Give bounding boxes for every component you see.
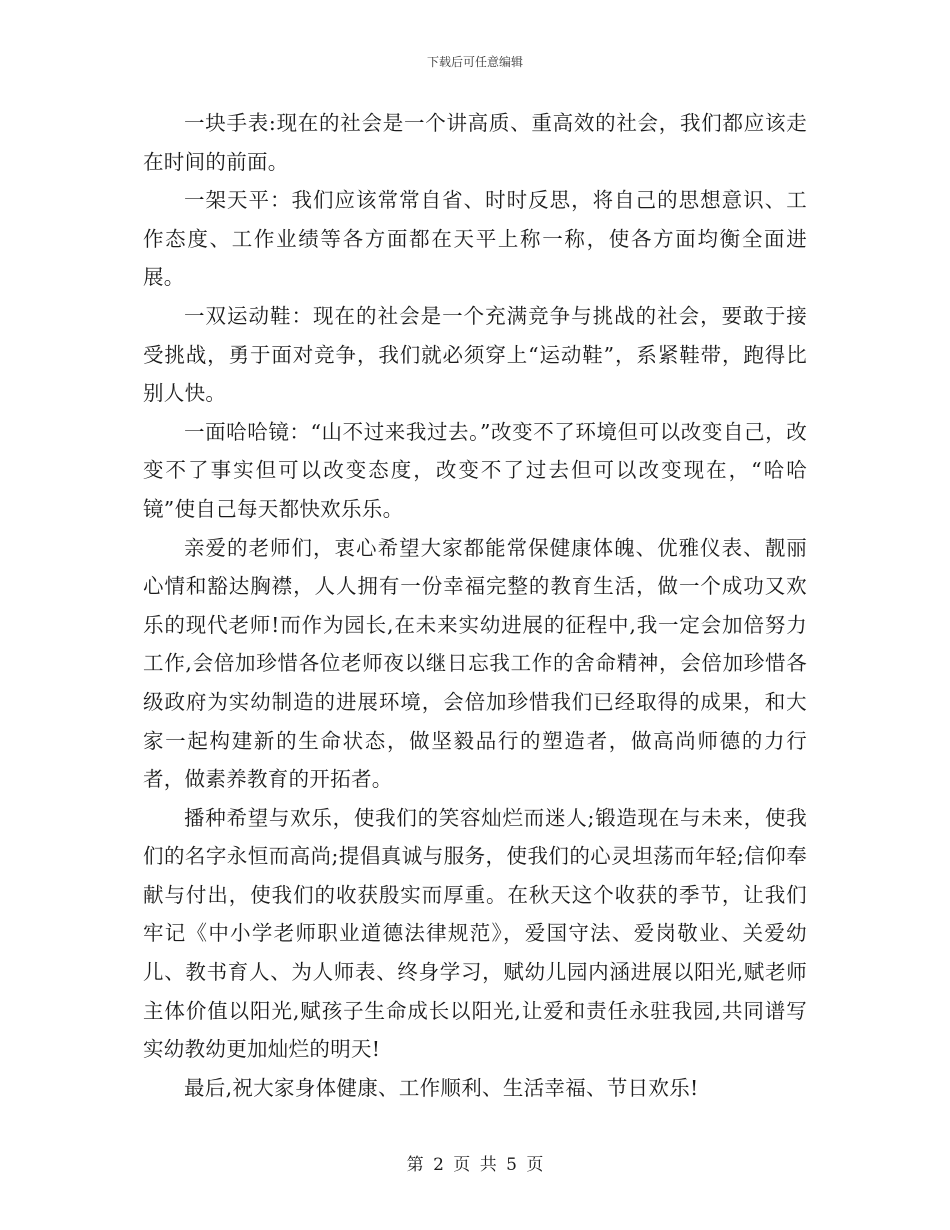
- paragraph-watch: 一块手表:现在的社会是一个讲高质、重高效的社会，我们都应该走在时间的前面。: [143, 111, 807, 174]
- paragraph-teachers: 亲爱的老师们，衷心希望大家都能常保健康体魄、优雅仪表、靓丽心情和豁达胸襟，人人拥有一份幸福完整的教育生活，做一个成功又欢乐的现代老师!而作为园长,在未来实幼进展的征程中,我一定会加倍努力工作,会倍加珍惜各位老师夜以继日忘我工作的舍命精神，会倍加珍惜各级政府为实幼制造的进展环境，会倍加珍惜我们已经取得的成果，和大家一起构建新的生命状态，做坚毅品行的塑造者，做高尚师德的力行者，做素养教育的开拓者。: [143, 535, 807, 792]
- paragraph-scale: 一架天平：我们应该常常自省、时时反思，将自己的思想意识、工作态度、工作业绩等各方面都在天平上称一称，使各方面均衡全面进展。: [143, 188, 807, 290]
- document-body: [143, 104, 807, 1107]
- paragraph-hope: 播种希望与欢乐，使我们的笑容灿烂而迷人;锻造现在与未来，使我们的名字永恒而高尚;提倡真诚与服务，使我们的心灵坦荡而年轻;信仰奉献与付出，使我们的收获殷实而厚重。在秋天这个收获的季节，让我们牢记《中小学老师职业道德法律规范》，爱国守法、爱岗敬业、关爱幼儿、教书育人、为人师表、终身学习，赋幼儿园内涵进展以阳光,赋老师主体价值以阳光,赋孩子生命成长以阳光,让爱和责任永驻我园,共同谱写实幼教幼更加灿烂的明天!: [143, 805, 807, 1062]
- paragraph-closing: 最后,祝大家身体健康、工作顺利、生活幸福、节日欢乐!: [184, 1075, 699, 1100]
- paragraph-sneakers: 一双运动鞋：现在的社会是一个充满竞争与挑战的社会，要敢于接受挑战，勇于面对竞争，我们就必须穿上“运动鞋”，系紧鞋带，跑得比别人快。: [143, 303, 807, 406]
- page-number-footer: 第 2 页 共 5 页: [406, 1155, 544, 1175]
- paragraph-funhouse-mirror: 一面哈哈镜：“山不过来我过去。”改变不了环境但可以改变自己，改变不了事实但可以改变态度，改变不了过去但可以改变现在，“哈哈镜”使自己每天都快欢乐乐。: [143, 419, 807, 521]
- page-header: 下载后可任意编辑: [426, 55, 523, 69]
